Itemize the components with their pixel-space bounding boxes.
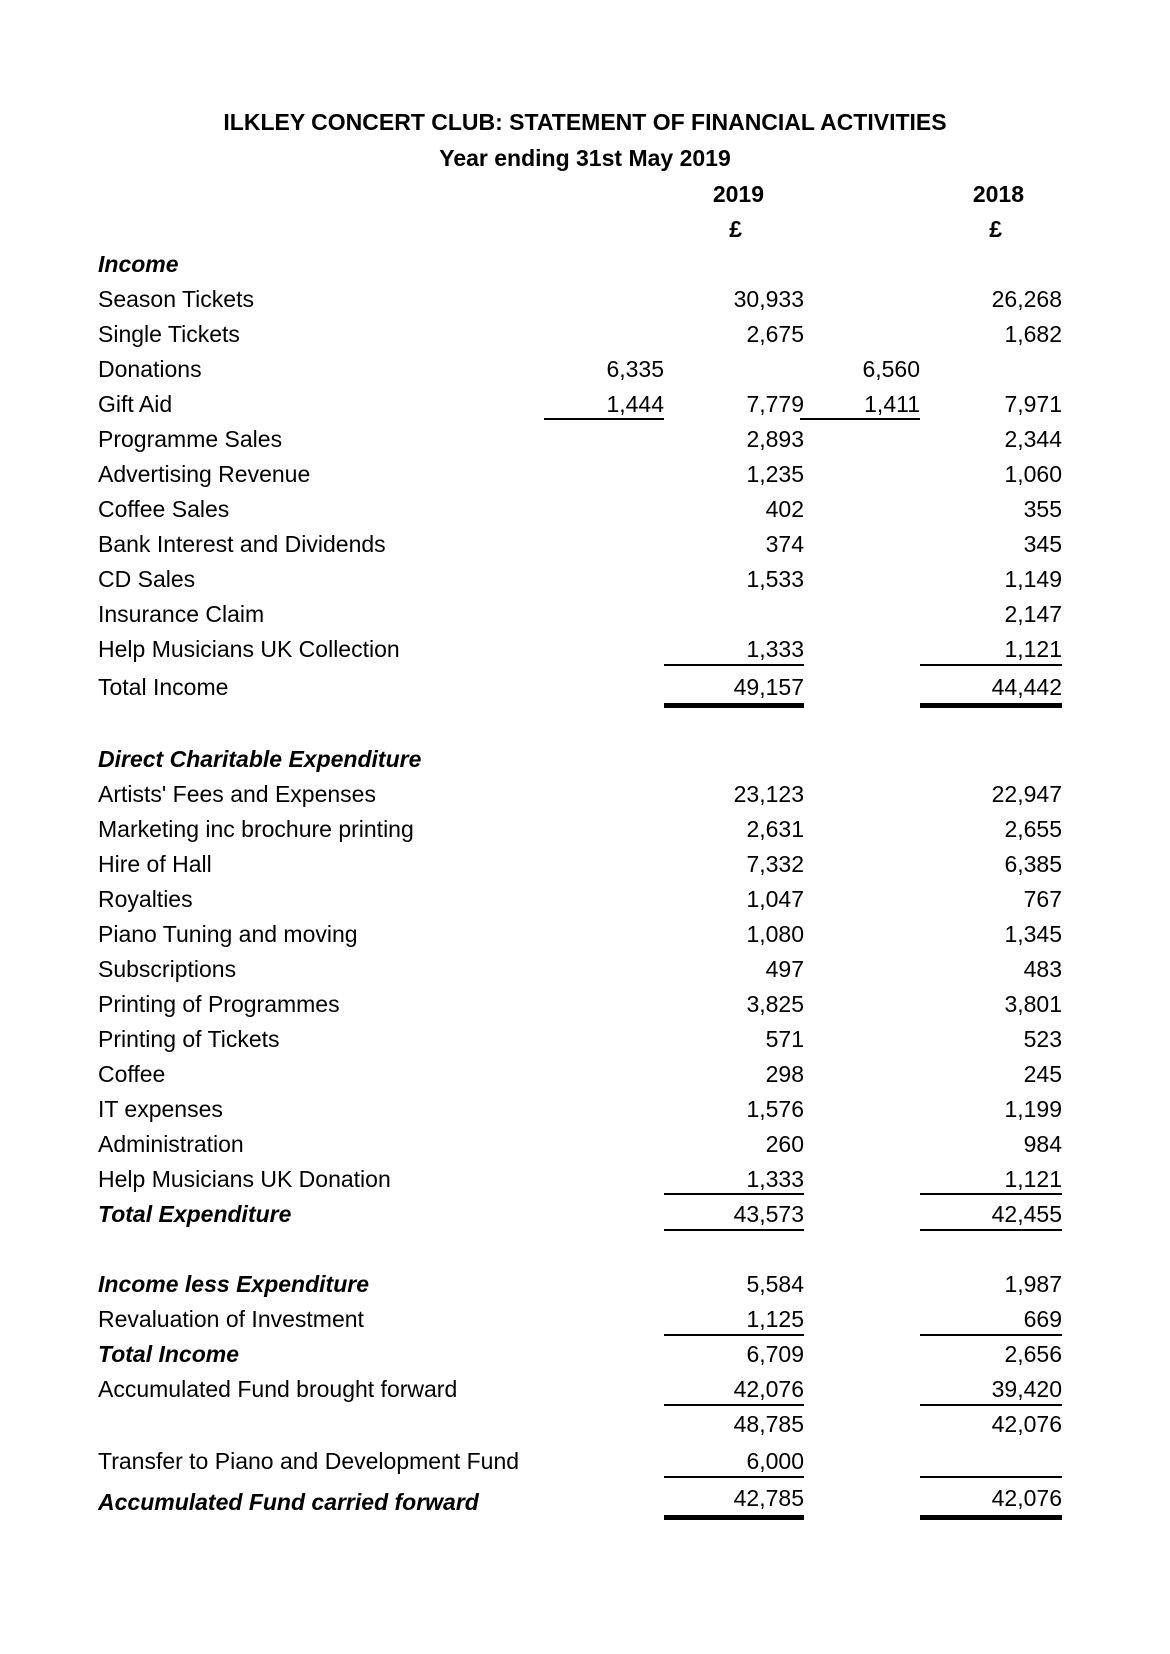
- row-label: Accumulated Fund carried forward: [98, 1489, 479, 1515]
- value-2018: 2,147: [1004, 601, 1062, 627]
- value-2019: 1,235: [746, 461, 804, 487]
- total-rule: [664, 1229, 804, 1231]
- value-2019: 3,825: [746, 991, 804, 1017]
- total-rule: [664, 1193, 804, 1195]
- total-rule: [920, 1193, 1062, 1195]
- section-heading-income: Income: [98, 251, 179, 277]
- row-label: Single Tickets: [98, 321, 240, 347]
- value-2018: 669: [1023, 1306, 1062, 1332]
- total-rule: [920, 1229, 1062, 1231]
- subvalue-2019: 1,444: [606, 391, 664, 417]
- total-2018: 42,455: [991, 1201, 1062, 1227]
- value-2018: 1,121: [1004, 1166, 1062, 1192]
- row-label: Help Musicians UK Donation: [98, 1166, 391, 1192]
- value-2019: 23,123: [733, 781, 804, 807]
- double-rule: [920, 703, 1062, 708]
- row-label: Programme Sales: [98, 426, 283, 452]
- value-2018: 483: [1023, 956, 1062, 982]
- total-2019: 43,573: [733, 1201, 804, 1227]
- row-label: IT expenses: [98, 1096, 223, 1122]
- row-label: Piano Tuning and moving: [98, 921, 358, 947]
- row-label: Coffee Sales: [98, 496, 230, 522]
- row-label: Administration: [98, 1131, 244, 1157]
- value-2018: 2,655: [1004, 816, 1062, 842]
- value-2018: 3,801: [1004, 991, 1062, 1017]
- total-rule: [920, 664, 1062, 666]
- total-rule: [664, 1404, 804, 1406]
- value-2019: 30,933: [733, 286, 804, 312]
- value-2019: 1,125: [746, 1306, 804, 1332]
- value-2019: 1,333: [746, 636, 804, 662]
- row-label: Total Income: [98, 674, 229, 700]
- value-2018: 1,682: [1004, 321, 1062, 347]
- value-2019: 374: [765, 531, 804, 557]
- row-label: Artists' Fees and Expenses: [98, 781, 376, 807]
- value-2019: 42,785: [733, 1485, 804, 1511]
- row-label: Printing of Programmes: [98, 991, 340, 1017]
- value-2018: 39,420: [991, 1376, 1062, 1402]
- row-label: Season Tickets: [98, 286, 254, 312]
- value-2018: 2,344: [1004, 426, 1062, 452]
- row-label: Accumulated Fund brought forward: [98, 1376, 458, 1402]
- row-label: Donations: [98, 356, 202, 382]
- value-2018: 1,149: [1004, 566, 1062, 592]
- value-2018: 345: [1023, 531, 1062, 557]
- column-header-2018: 2018: [972, 181, 1024, 207]
- value-2018: 355: [1023, 496, 1062, 522]
- row-label: Bank Interest and Dividends: [98, 531, 386, 557]
- value-2019: 1,047: [746, 886, 804, 912]
- total-rule: [920, 1334, 1062, 1336]
- value-2018: 245: [1023, 1061, 1062, 1087]
- subvalue-2018: 1,411: [864, 391, 920, 417]
- row-label: Royalties: [98, 886, 193, 912]
- row-label: Hire of Hall: [98, 851, 212, 877]
- row-label: Total Income: [98, 1341, 239, 1367]
- total-2019: 49,157: [733, 674, 804, 700]
- subvalue-2018: 6,560: [862, 356, 920, 382]
- value-2019: 1,576: [746, 1096, 804, 1122]
- row-label: CD Sales: [98, 566, 196, 592]
- total-rule: [664, 1476, 804, 1478]
- page-subtitle: Year ending 31st May 2019: [439, 145, 731, 171]
- row-label: Transfer to Piano and Development Fund: [98, 1448, 520, 1474]
- value-2018: 1,060: [1004, 461, 1062, 487]
- value-2018: 1,199: [1004, 1096, 1062, 1122]
- total-rule: [664, 664, 804, 666]
- value-2018: 767: [1023, 886, 1062, 912]
- value-2019: 298: [765, 1061, 804, 1087]
- double-rule: [664, 1515, 804, 1520]
- row-label: Gift Aid: [98, 391, 173, 417]
- value-2018: 26,268: [991, 286, 1062, 312]
- value-2019: 571: [765, 1026, 804, 1052]
- row-label: Help Musicians UK Collection: [98, 636, 400, 662]
- value-2018: 523: [1023, 1026, 1062, 1052]
- row-label: Advertising Revenue: [98, 461, 311, 487]
- value-2019: 2,893: [746, 426, 804, 452]
- value-2019: 5,584: [746, 1271, 804, 1297]
- row-label: Revaluation of Investment: [98, 1306, 364, 1332]
- double-rule: [664, 703, 804, 708]
- row-label: Total Expenditure: [98, 1201, 292, 1227]
- total-rule: [664, 1334, 804, 1336]
- total-rule: [920, 1404, 1062, 1406]
- value-2019: 42,076: [733, 1376, 804, 1402]
- row-label: Insurance Claim: [98, 601, 265, 627]
- total-2018: 44,442: [991, 674, 1062, 700]
- value-2018: 7,971: [1004, 391, 1062, 417]
- subtotal-rule: [544, 418, 664, 420]
- value-2018: 1,987: [1004, 1271, 1062, 1297]
- value-2019: 6,709: [746, 1341, 804, 1367]
- value-2018: 2,656: [1004, 1341, 1062, 1367]
- total-rule: [920, 1476, 1062, 1478]
- value-2019: 260: [765, 1131, 804, 1157]
- subvalue-2019: 6,335: [606, 356, 664, 382]
- value-2019: 1,533: [746, 566, 804, 592]
- value-2019: 2,631: [746, 816, 804, 842]
- value-2018: 1,121: [1004, 636, 1062, 662]
- value-2019: 7,779: [746, 391, 804, 417]
- value-2019: 6,000: [746, 1448, 804, 1474]
- row-label: Printing of Tickets: [98, 1026, 280, 1052]
- value-2018: 22,947: [991, 781, 1062, 807]
- value-2019: 402: [765, 496, 804, 522]
- currency-2018: £: [989, 216, 1002, 242]
- row-label: Coffee: [98, 1061, 166, 1087]
- row-label: Subscriptions: [98, 956, 237, 982]
- subtotal-2018: 42,076: [991, 1411, 1062, 1437]
- value-2019: 1,080: [746, 921, 804, 947]
- row-label: Marketing inc brochure printing: [98, 816, 414, 842]
- subtotal-2019: 48,785: [733, 1411, 804, 1437]
- column-header-2019: 2019: [712, 181, 764, 207]
- value-2019: 1,333: [746, 1166, 804, 1192]
- value-2019: 2,675: [746, 321, 804, 347]
- row-label: Income less Expenditure: [98, 1271, 369, 1297]
- value-2018: 984: [1023, 1131, 1062, 1157]
- page-title: ILKLEY CONCERT CLUB: STATEMENT OF FINANCIAL ACTIVITIES: [223, 109, 947, 135]
- value-2018: 42,076: [991, 1485, 1062, 1511]
- currency-2019: £: [729, 216, 742, 242]
- value-2018: 1,345: [1004, 921, 1062, 947]
- subtotal-rule: [800, 418, 920, 420]
- value-2019: 7,332: [746, 851, 804, 877]
- double-rule: [920, 1515, 1062, 1520]
- value-2018: 6,385: [1004, 851, 1062, 877]
- section-heading-expenditure: Direct Charitable Expenditure: [98, 746, 422, 772]
- value-2019: 497: [765, 956, 804, 982]
